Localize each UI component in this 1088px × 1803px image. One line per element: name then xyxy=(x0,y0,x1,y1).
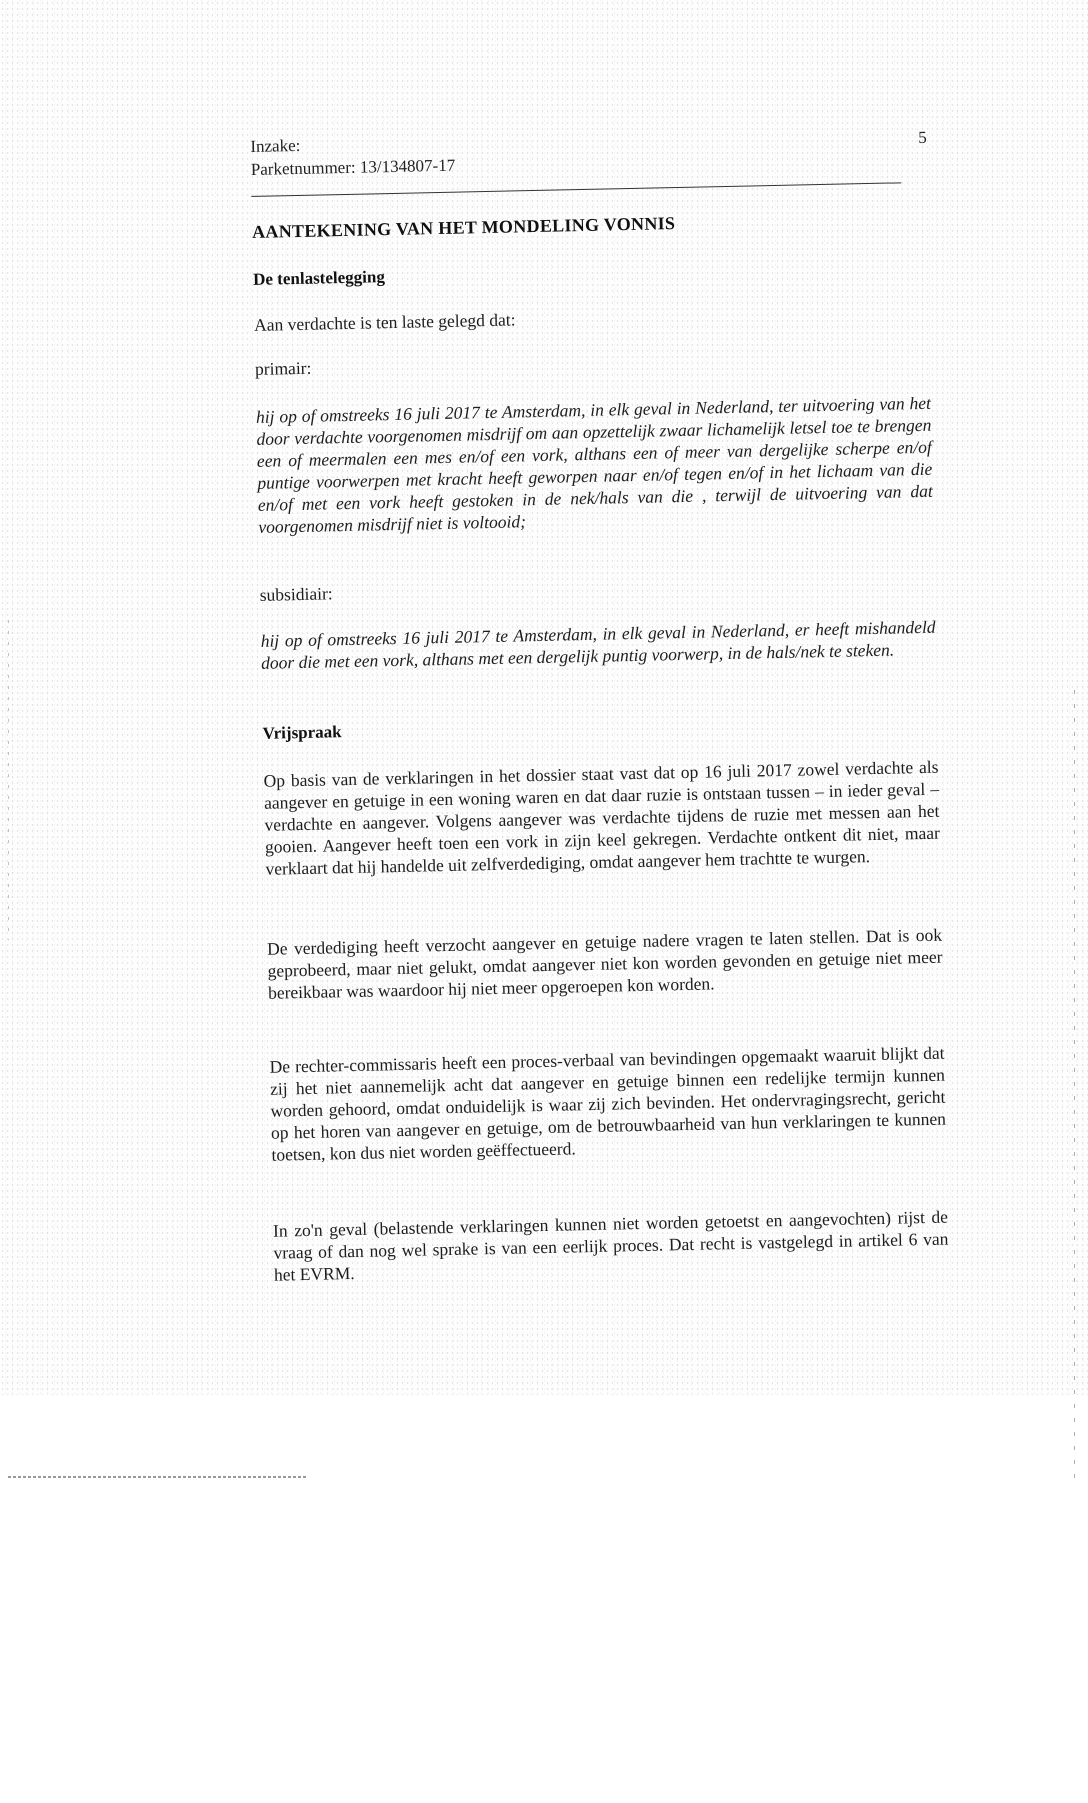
header-rule xyxy=(251,182,901,197)
primair-text: hij op of omstreeks 16 juli 2017 te Amsterdam, in elk geval in Nederland, ter uitvoering van het door verdachte voorgenomen misdrijf om aan opzettelijk zwaar lichamelijk letsel toe te brengen een of meermalen een mes en/of een vork, althans een of meer van dergelijke scherpe en/of puntige voorwerpen met kracht heeft geworpen naar en/of tegen en/of in het lichaam van die en/of met een vork heeft gestoken in de nek/hals van die , terwijl de uitvoering van dat voorgenomen misdrijf niet is voltooid; xyxy=(255,392,933,537)
header-parketnummer: Parketnummer: 13/134807-17 xyxy=(250,155,456,179)
tenlastelegging-heading: De tenlastelegging xyxy=(252,267,386,289)
tenlastelegging-intro: Aan verdachte is ten laste gelegd dat: xyxy=(253,309,516,335)
vrijspraak-heading: Vrijspraak xyxy=(262,722,342,743)
vrijspraak-paragraph-2: De verdediging heeft verzocht aangever en getuige nadere vragen te laten stellen. Dat is ook geprobeerd, maar niet gelukt, omdat aangever niet kon worden gevonden en getuige niet meer bereikbaar was waardoor hij niet meer opgeroepen kon worden. xyxy=(266,924,943,1003)
subsidiair-text: hij op of omstreeks 16 juli 2017 te Amsterdam, in elk geval in Nederland, er heeft mishandeld door die met een vork, althans met een dergelijk puntig voorwerp, in de hals/nek te steken. xyxy=(260,616,936,673)
subsidiair-label: subsidiair: xyxy=(259,583,333,605)
header-inzake: Inzake: xyxy=(250,135,301,156)
page-number: 5 xyxy=(918,127,927,147)
vrijspraak-paragraph-3: De rechter-commissaris heeft een proces-verbaal van bevindingen opgemaakt waaruit blijkt dat zij het niet aannemelijk acht dat aangever en getuige binnen een redelijke termijn kunnen worden gehoord, omdat onduidelijk is waar zij zich bevinden. Het ondervragingsrecht, gericht op het horen van aangever en getuige, om de betrouwbaarheid van hun verklaringen te kunnen toetsen, kon dus niet worden geëffectueerd. xyxy=(269,1042,947,1165)
document-title: AANTEKENING VAN HET MONDELING VONNIS xyxy=(251,213,676,242)
vrijspraak-paragraph-4: In zo'n geval (belastende verklaringen kunnen niet worden getoetst en aangevochten) rijst de vraag of dan nog wel sprake is van een eerlijk proces. Dat recht is vastgelegd in artikel 6 van het EVRM. xyxy=(272,1206,949,1285)
primair-label: primair: xyxy=(254,357,312,379)
vrijspraak-paragraph-1: Op basis van de verklaringen in het dossier staat vast dat op 16 juli 2017 zowel verdachte als aangever en getuige in een woning waren en dat daar ruzie is ontstaan tussen – in ieder geval – verdachte en aangever. Volgens aangever was verdachte tijdens de ruzie met messen aan het gooien. Aangever heeft toen een vork in zijn keel gekregen. Verdachte ontkent dit niet, maar verklaart dat hij handelde uit zelfverdediging, omdat aangever hem trachtte te wurgen. xyxy=(263,756,941,879)
